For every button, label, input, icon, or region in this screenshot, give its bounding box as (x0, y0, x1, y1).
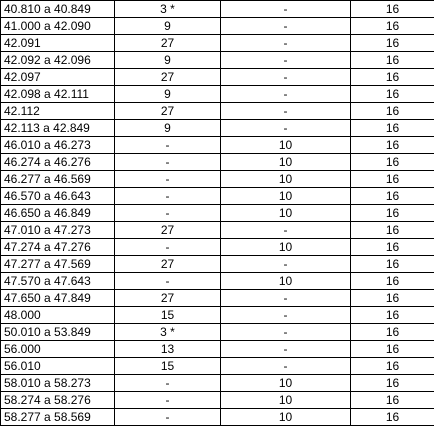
value-cell: - (221, 222, 351, 239)
table-row (1, 69, 434, 86)
table-row (1, 1, 434, 18)
range-cell: 42.098 a 42.111 (1, 86, 115, 103)
table-body (1, 1, 434, 426)
table-row (1, 392, 434, 409)
value-cell: - (115, 375, 221, 392)
value-cell: 15 (115, 307, 221, 324)
value-cell: 9 (115, 18, 221, 35)
value-cell: - (221, 103, 351, 120)
table-row (1, 273, 434, 290)
value-cell: - (221, 324, 351, 341)
value-cell: 16 (351, 409, 434, 426)
value-cell: 16 (351, 171, 434, 188)
value-cell: 16 (351, 35, 434, 52)
value-cell: - (115, 171, 221, 188)
range-cell: 58.277 a 58.569 (1, 409, 115, 426)
value-cell: - (221, 290, 351, 307)
value-cell: - (221, 86, 351, 103)
range-cell: 42.113 a 42.849 (1, 120, 115, 137)
value-cell: 9 (115, 120, 221, 137)
value-cell: - (221, 69, 351, 86)
value-cell: 16 (351, 324, 434, 341)
table-row (1, 290, 434, 307)
table-row (1, 137, 434, 154)
range-cell: 56.000 (1, 341, 115, 358)
value-cell: - (221, 35, 351, 52)
value-cell: 10 (221, 409, 351, 426)
range-cell: 42.097 (1, 69, 115, 86)
value-cell: 16 (351, 137, 434, 154)
table-row (1, 188, 434, 205)
range-cell: 46.010 a 46.273 (1, 137, 115, 154)
range-cell: 42.112 (1, 103, 115, 120)
value-cell: - (115, 137, 221, 154)
value-cell: 16 (351, 307, 434, 324)
value-cell: 27 (115, 222, 221, 239)
range-cell: 47.650 a 47.849 (1, 290, 115, 307)
value-cell: 16 (351, 86, 434, 103)
value-cell: - (221, 18, 351, 35)
range-cell: 48.000 (1, 307, 115, 324)
value-cell: 13 (115, 341, 221, 358)
range-cell: 47.570 a 47.643 (1, 273, 115, 290)
range-cell: 42.091 (1, 35, 115, 52)
value-cell: 16 (351, 69, 434, 86)
value-cell: 16 (351, 392, 434, 409)
value-cell: 10 (221, 392, 351, 409)
value-cell: 16 (351, 222, 434, 239)
range-cell: 46.650 a 46.849 (1, 205, 115, 222)
range-cell: 46.274 a 46.276 (1, 154, 115, 171)
table-row (1, 103, 434, 120)
value-cell: 27 (115, 69, 221, 86)
value-cell: 16 (351, 239, 434, 256)
value-cell: 10 (221, 137, 351, 154)
value-cell: 16 (351, 256, 434, 273)
value-cell: 27 (115, 103, 221, 120)
table-row (1, 86, 434, 103)
value-cell: - (115, 205, 221, 222)
value-cell: - (115, 273, 221, 290)
table-row (1, 358, 434, 375)
range-cell: 56.010 (1, 358, 115, 375)
value-cell: - (115, 239, 221, 256)
value-cell: 9 (115, 52, 221, 69)
value-cell: 16 (351, 1, 434, 18)
value-cell: 10 (221, 205, 351, 222)
table-row (1, 205, 434, 222)
range-cell: 50.010 a 53.849 (1, 324, 115, 341)
range-cell: 40.810 a 40.849 (1, 1, 115, 18)
value-cell: 10 (221, 171, 351, 188)
value-cell: 16 (351, 341, 434, 358)
value-cell: 16 (351, 120, 434, 137)
value-cell: 10 (221, 375, 351, 392)
value-cell: 27 (115, 256, 221, 273)
value-cell: - (115, 409, 221, 426)
table-row (1, 222, 434, 239)
range-cell: 47.010 a 47.273 (1, 222, 115, 239)
value-cell: 16 (351, 188, 434, 205)
table-row (1, 35, 434, 52)
table-row (1, 324, 434, 341)
value-cell: 9 (115, 86, 221, 103)
value-cell: 10 (221, 154, 351, 171)
value-cell: 10 (221, 239, 351, 256)
value-cell: 16 (351, 52, 434, 69)
value-cell: - (221, 120, 351, 137)
range-cell: 46.570 a 46.643 (1, 188, 115, 205)
value-cell: - (221, 341, 351, 358)
value-cell: 3 * (115, 324, 221, 341)
value-cell: - (115, 392, 221, 409)
value-cell: 16 (351, 18, 434, 35)
value-cell: 15 (115, 358, 221, 375)
value-cell: 16 (351, 205, 434, 222)
value-cell: - (221, 307, 351, 324)
table-row (1, 341, 434, 358)
range-cell: 42.092 a 42.096 (1, 52, 115, 69)
range-cell: 58.274 a 58.276 (1, 392, 115, 409)
table-row (1, 171, 434, 188)
value-cell: - (221, 1, 351, 18)
value-cell: 16 (351, 290, 434, 307)
value-cell: 16 (351, 358, 434, 375)
value-cell: - (221, 358, 351, 375)
value-cell: 3 * (115, 1, 221, 18)
range-cell: 58.010 a 58.273 (1, 375, 115, 392)
value-cell: 10 (221, 188, 351, 205)
range-cell: 46.277 a 46.569 (1, 171, 115, 188)
table-row (1, 375, 434, 392)
value-cell: 16 (351, 154, 434, 171)
table-row (1, 154, 434, 171)
value-cell: 16 (351, 273, 434, 290)
value-cell: 16 (351, 103, 434, 120)
value-cell: - (221, 256, 351, 273)
table-row (1, 256, 434, 273)
table-row (1, 307, 434, 324)
table-row (1, 409, 434, 426)
range-cell: 47.274 a 47.276 (1, 239, 115, 256)
range-cell: 41.000 a 42.090 (1, 18, 115, 35)
value-cell: - (115, 154, 221, 171)
table-row (1, 120, 434, 137)
table-row (1, 18, 434, 35)
value-cell: - (115, 188, 221, 205)
value-cell: 27 (115, 35, 221, 52)
range-cell: 47.277 a 47.569 (1, 256, 115, 273)
value-cell: 10 (221, 273, 351, 290)
value-cell: 16 (351, 375, 434, 392)
table-row (1, 239, 434, 256)
value-cell: 27 (115, 290, 221, 307)
table-row (1, 52, 434, 69)
value-cell: - (221, 52, 351, 69)
